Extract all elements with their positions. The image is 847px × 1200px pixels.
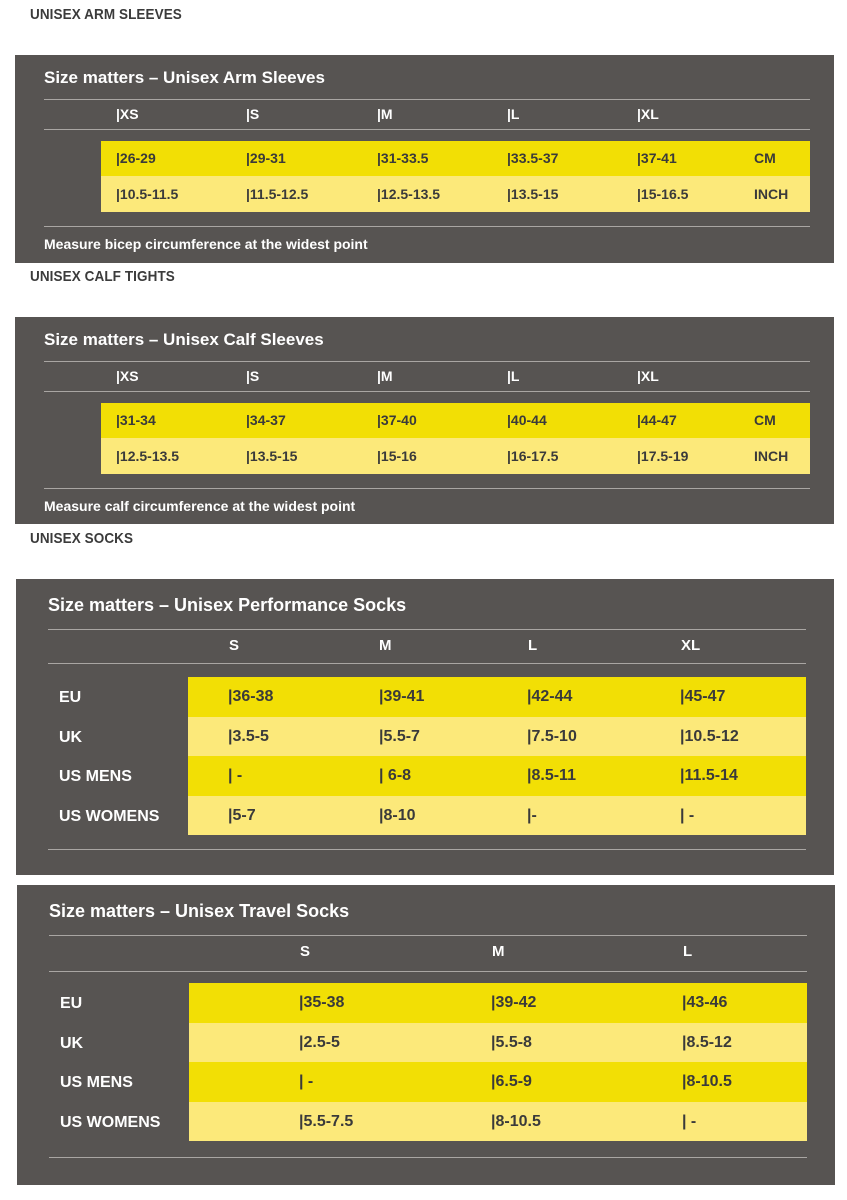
table-cell: | 6-8 — [379, 767, 412, 784]
table-cell: |- — [527, 807, 537, 824]
column-header-l: |L — [507, 106, 520, 122]
column-header-xl: |XL — [637, 106, 659, 122]
table-cell: |26-29 — [116, 150, 156, 166]
size-grid — [189, 983, 807, 1141]
divider — [44, 226, 810, 227]
row-label-us-womens: US WOMENS — [59, 808, 160, 825]
divider — [49, 1157, 807, 1158]
table-cell: |42-44 — [527, 688, 573, 705]
table-cell: |8-10.5 — [682, 1073, 732, 1090]
divider — [48, 663, 806, 664]
table-cell: |39-41 — [379, 688, 425, 705]
table-cell: |8-10 — [379, 807, 416, 824]
divider — [44, 488, 810, 489]
table-cell: | - — [682, 1113, 697, 1130]
table-cell: | - — [680, 807, 695, 824]
arm-sleeves-size-panel — [15, 55, 834, 263]
table-cell: |11.5-14 — [680, 767, 738, 784]
column-header-m: |M — [377, 368, 393, 384]
panel-title: Size matters – Unisex Travel Socks — [49, 901, 350, 921]
table-cell: |3.5-5 — [228, 728, 269, 745]
column-header-l: L — [683, 943, 693, 960]
table-cell: |7.5-10 — [527, 728, 577, 745]
divider — [44, 99, 810, 100]
table-cell: |6.5-9 — [491, 1073, 532, 1090]
table-row — [101, 176, 810, 212]
table-row — [101, 403, 810, 438]
table-cell: |39-42 — [491, 994, 537, 1011]
row-label-us-womens: US WOMENS — [60, 1114, 161, 1131]
size-grid — [101, 141, 810, 212]
row-label-uk: UK — [59, 729, 83, 746]
panel-title: Size matters – Unisex Arm Sleeves — [44, 68, 325, 87]
unit-label-cm: CM — [754, 412, 776, 428]
table-cell: |31-34 — [116, 412, 156, 428]
column-header-m: |M — [377, 106, 393, 122]
table-cell: |34-37 — [246, 412, 286, 428]
table-cell: |8.5-11 — [527, 767, 576, 784]
column-header-xl: XL — [681, 637, 701, 654]
table-cell: |16-17.5 — [507, 448, 559, 464]
section-heading-socks: UNISEX SOCKS — [30, 530, 134, 547]
table-cell: |33.5-37 — [507, 150, 559, 166]
table-cell: |10.5-11.5 — [116, 186, 179, 202]
table-row — [101, 141, 810, 176]
divider — [48, 849, 806, 850]
unit-label-inch: INCH — [754, 186, 789, 202]
calf-sleeves-size-panel — [15, 317, 834, 524]
unit-label-inch: INCH — [754, 448, 789, 464]
table-cell: |43-46 — [682, 994, 728, 1011]
column-header-xs: |XS — [116, 368, 139, 384]
divider — [44, 391, 810, 392]
unit-label-cm: CM — [754, 150, 776, 166]
panel-title: Size matters – Unisex Calf Sleeves — [44, 330, 324, 349]
table-row — [188, 796, 806, 835]
row-label-us-mens: US MENS — [60, 1074, 133, 1091]
table-cell: |11.5-12.5 — [246, 186, 309, 202]
table-cell: |2.5-5 — [299, 1034, 340, 1051]
table-cell: |35-38 — [299, 994, 345, 1011]
row-label-eu: EU — [59, 689, 82, 706]
section-heading-calf-tights: UNISEX CALF TIGHTS — [30, 268, 175, 285]
divider — [44, 129, 810, 130]
table-cell: |13.5-15 — [246, 448, 298, 464]
measurement-note: Measure calf circumference at the widest point — [44, 498, 356, 514]
table-cell: |15-16 — [377, 448, 417, 464]
column-header-s: |S — [246, 368, 260, 384]
table-cell: | - — [228, 767, 243, 784]
column-header-s: S — [229, 637, 240, 654]
column-header-l: |L — [507, 368, 520, 384]
column-header-m: M — [492, 943, 505, 960]
table-cell: |5.5-7 — [379, 728, 420, 745]
column-header-l: L — [528, 637, 538, 654]
table-cell: |5.5-7.5 — [299, 1113, 354, 1130]
travel-socks-size-panel — [17, 885, 835, 1185]
table-cell: |29-31 — [246, 150, 286, 166]
table-cell: |12.5-13.5 — [116, 448, 180, 464]
column-header-xs: |XS — [116, 106, 139, 122]
row-label-us-mens: US MENS — [59, 768, 132, 785]
size-grid — [188, 677, 806, 835]
row-label-eu: EU — [60, 995, 83, 1012]
table-cell: |13.5-15 — [507, 186, 559, 202]
divider — [49, 971, 807, 972]
table-cell: |17.5-19 — [637, 448, 689, 464]
table-cell: |45-47 — [680, 688, 726, 705]
table-row — [101, 438, 810, 474]
table-cell: |8-10.5 — [491, 1113, 541, 1130]
divider — [49, 935, 807, 936]
table-cell: |12.5-13.5 — [377, 186, 441, 202]
column-header-s: |S — [246, 106, 260, 122]
column-header-m: M — [379, 637, 392, 654]
table-cell: |37-40 — [377, 412, 417, 428]
panel-title: Size matters – Unisex Performance Socks — [48, 595, 407, 615]
table-cell: |37-41 — [637, 150, 677, 166]
table-cell: |10.5-12 — [680, 728, 739, 745]
table-cell: |36-38 — [228, 688, 274, 705]
table-cell: |31-33.5 — [377, 150, 429, 166]
row-label-uk: UK — [60, 1035, 84, 1052]
section-heading-arm-sleeves: UNISEX ARM SLEEVES — [30, 6, 182, 23]
size-grid — [101, 403, 810, 474]
table-cell: |5.5-8 — [491, 1034, 532, 1051]
column-header-s: S — [300, 943, 311, 960]
measurement-note: Measure bicep circumference at the widest point — [44, 236, 368, 252]
divider — [44, 361, 810, 362]
divider — [48, 629, 806, 630]
table-cell: | - — [299, 1073, 314, 1090]
table-cell: |44-47 — [637, 412, 677, 428]
table-cell: |15-16.5 — [637, 186, 689, 202]
table-cell: |5-7 — [228, 807, 256, 824]
table-cell: |8.5-12 — [682, 1034, 732, 1051]
performance-socks-size-panel — [16, 579, 834, 875]
table-cell: |40-44 — [507, 412, 547, 428]
column-header-xl: |XL — [637, 368, 659, 384]
